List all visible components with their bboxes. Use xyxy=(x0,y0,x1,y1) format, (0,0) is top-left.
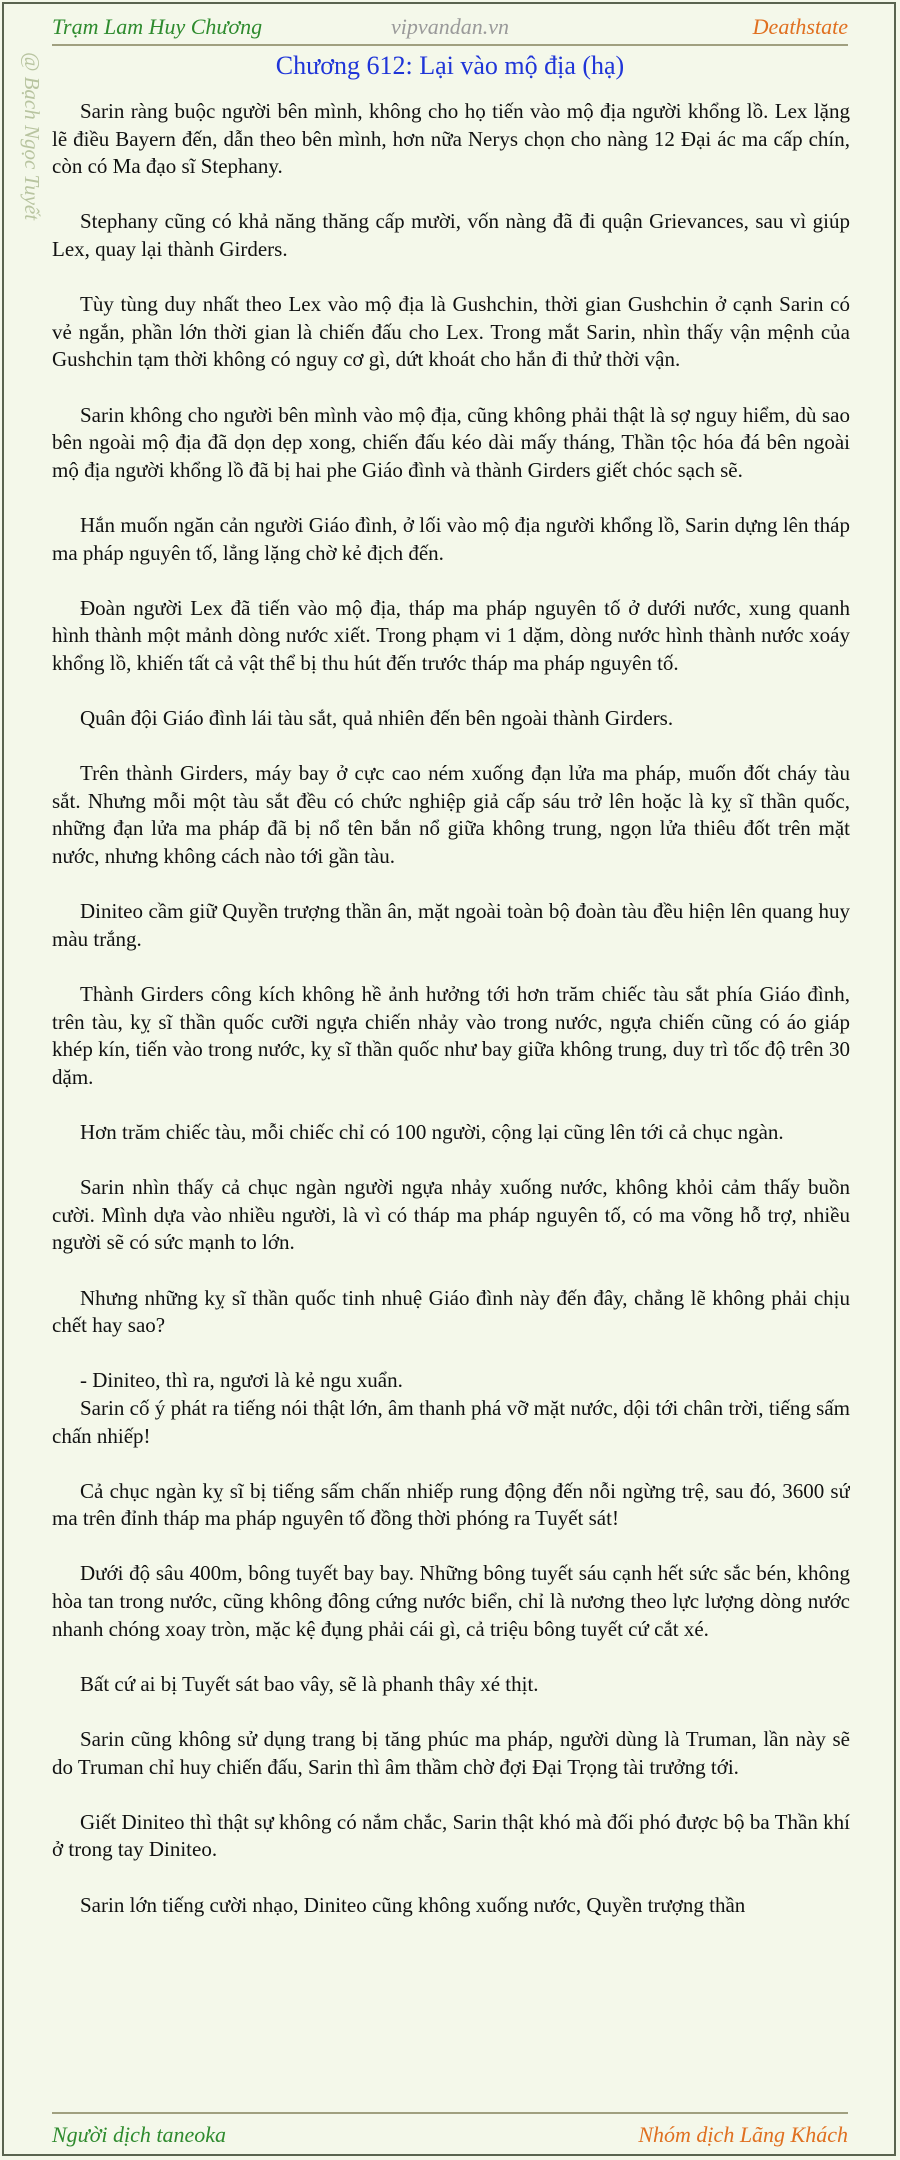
header-site-title: Trạm Lam Huy Chương xyxy=(52,14,263,39)
paragraph: Hắn muốn ngăn cản người Giáo đình, ở lối vào mộ địa người khổng lồ, Sarin dựng lên tháp ma pháp nguyên tố, lẳng lặng chờ kẻ địch đến. xyxy=(52,512,850,565)
footer-translator: Người dịch taneoka xyxy=(52,2122,227,2147)
side-watermark: @ Bạch Ngọc Tuyết xyxy=(20,52,44,221)
paragraph: Tùy tùng duy nhất theo Lex vào mộ địa là Gushchin, thời gian Gushchin ở cạnh Sarin có vẻ ngắn, phần lớn thời gian là chiến đấu cho Lex. Trong mắt Sarin, nhìn thấy vận mệnh của Gushchin tạm thời không có nguy cơ gì, dứt khoát cho hắn đi thử thời vận. xyxy=(52,292,850,372)
paragraph: Nhưng những kỵ sĩ thần quốc tinh nhuệ Giáo đình này đến đây, chẳng lẽ không phải chịu chết hay sao? xyxy=(52,1285,850,1338)
footer-divider xyxy=(52,2112,848,2114)
paragraph: Bất cứ ai bị Tuyết sát bao vây, sẽ là phanh thây xé thịt. xyxy=(80,1671,539,1696)
paragraph: Cả chục ngàn kỵ sĩ bị tiếng sấm chấn nhiếp rung động đến nỗi ngừng trệ, sau đó, 3600 sứ ma trên đỉnh tháp ma pháp nguyên tố đồng thời phóng ra Tuyết sát! xyxy=(52,1478,850,1531)
chapter-title: Chương 612: Lại vào mộ địa (hạ) xyxy=(275,51,625,80)
paragraph: Dưới độ sâu 400m, bông tuyết bay bay. Những bông tuyết sáu cạnh hết sức sắc bén, không hòa tan trong nước, cũng không đông cứng nước biển, chỉ là nương theo lực lượng dòng nước nhanh chóng xoay tròn, mặc kệ đụng phải cái gì, cả triệu bông tuyết cứ cắt xé. xyxy=(52,1561,850,1641)
dialogue-line: - Diniteo, thì ra, ngươi là kẻ ngu xuẩn. xyxy=(80,1368,403,1393)
header-website: vipvandan.vn xyxy=(391,14,509,39)
page-header xyxy=(52,8,848,46)
paragraph: Sarin cũng không sử dụng trang bị tăng phúc ma pháp, người dùng là Truman, lần này sẽ do Truman chỉ huy chiến đấu, Sarin thì âm thầm chờ đợi Đại Trọng tài trưởng tới. xyxy=(52,1727,850,1779)
header-book-title: Deathstate xyxy=(752,14,848,39)
paragraph: Hơn trăm chiếc tàu, mỗi chiếc chỉ có 100 người, cộng lại cũng lên tới cả chục ngàn. xyxy=(80,1119,784,1144)
paragraph: Trên thành Girders, máy bay ở cực cao ném xuống đạn lửa ma pháp, muốn đốt cháy tàu sắt. Nhưng mỗi một tàu sắt đều có chức nghiệp giả cấp sáu trở lên hoặc là kỵ sĩ thần quốc, những đạn lửa ma pháp đã bị nổ tên bắn nổ giữa không trung, ngọn lửa thiêu đốt trên mặt nước, nhưng không cách nào tới gần tàu. xyxy=(52,761,850,869)
paragraph: Sarin nhìn thấy cả chục ngàn người ngựa nhảy xuống nước, không khỏi cảm thấy buồn cười. Mình dựa vào nhiều người, là vì có tháp ma pháp nguyên tố, có ma võng hỗ trợ, nhiều người sẽ có sức mạnh to lớn. xyxy=(52,1175,850,1255)
paragraph: Sarin không cho người bên mình vào mộ địa, cũng không phải thật là sợ nguy hiểm, dù sao bên ngoài mộ địa đã dọn dẹp xong, chiến đấu kéo dài mấy tháng, Thần tộc hóa đá bên ngoài mộ địa người khổng lồ đã bị hai phe Giáo đình và thành Girders giết chóc sạch sẽ. xyxy=(52,402,850,482)
paragraph: Thành Girders công kích không hề ảnh hưởng tới hơn trăm chiếc tàu sắt phía Giáo đình, trên tàu, kỵ sĩ thần quốc cưỡi ngựa chiến nhảy vào trong nước, ngựa chiến cũng có áo giáp khép kín, tiến vào trong nước, kỵ sĩ thần quốc như bay giữa không trung, duy trì tốc độ trên 30 dặm. xyxy=(52,982,850,1089)
paragraph: Đoàn người Lex đã tiến vào mộ địa, tháp ma pháp nguyên tố ở dưới nước, xung quanh hình thành một mảnh dòng nước xiết. Trong phạm vi 1 dặm, dòng nước hình thành nước xoáy khổng lồ, khiến tất cả vật thể bị thu hút đến trước tháp ma pháp nguyên tố. xyxy=(52,595,850,675)
paragraph: Sarin ràng buộc người bên mình, không cho họ tiến vào mộ địa người khổng lồ. Lex lặng lẽ điều Bayern đến, dẫn theo bên mình, hơn nữa Nerys chọn cho nàng 12 Đại ác ma cấp chín, còn có Ma đạo sĩ Stephany. xyxy=(52,99,850,179)
footer-group: Nhóm dịch Lãng Khách xyxy=(638,2122,848,2147)
header-divider xyxy=(52,44,848,46)
page-footer xyxy=(52,2118,848,2152)
paragraph: Sarin lớn tiếng cười nhạo, Diniteo cũng không xuống nước, Quyền trượng thần xyxy=(80,1892,746,1917)
paragraph: Quân đội Giáo đình lái tàu sắt, quả nhiên đến bên ngoài thành Girders. xyxy=(80,706,674,731)
paragraph: Stephany cũng có khả năng thăng cấp mười, vốn nàng đã đi quận Grievances, sau vì giúp Lex, quay lại thành Girders. xyxy=(52,209,850,261)
chapter-content xyxy=(52,98,850,2098)
paragraph: Diniteo cầm giữ Quyền trượng thần ân, mặt ngoài toàn bộ đoàn tàu đều hiện lên quang huy màu trắng. xyxy=(52,899,850,951)
paragraph: Giết Diniteo thì thật sự không có nắm chắc, Sarin thật khó mà đối phó được bộ ba Thần khí ở trong tay Diniteo. xyxy=(52,1809,850,1862)
paragraph: Sarin cố ý phát ra tiếng nói thật lớn, âm thanh phá vỡ mặt nước, dội tới chân trời, tiếng sấm chấn nhiếp! xyxy=(52,1395,850,1448)
